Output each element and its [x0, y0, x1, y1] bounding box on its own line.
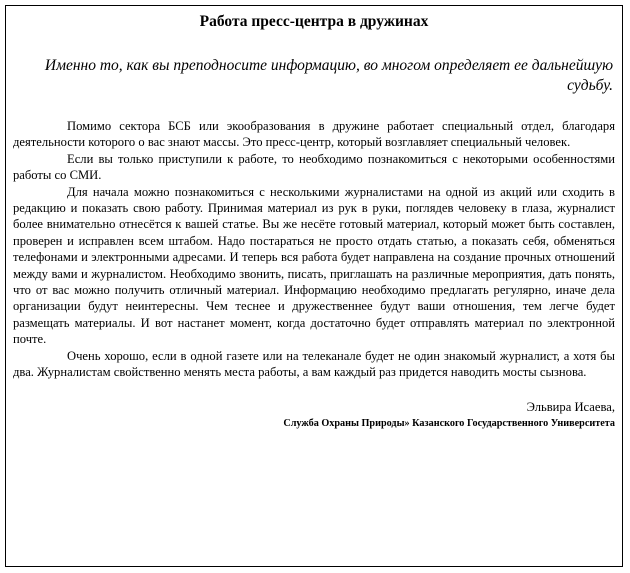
article-body: [13, 118, 615, 381]
author-organization: Служба Охраны Природы» Казанского Государственного Университета: [283, 417, 615, 429]
document-frame: [5, 5, 623, 567]
paragraph-3: Для начала можно познакомиться с несколькими журналистами на одной из акций или сходить в редакцию и показать свою работу. Принимая материал из рук в руки, поглядев человеку в глаза, журналист более внимательно отнесётся к вашей статье. Вы же несёте готовый материал, который может быть составлен, проверен и исправлен всем штабом. Надо постараться не просто отдать статью, а показать себя, обменяться телефонами и электронными адресами. И теперь вся работа будет направлена на создание прочных отношений между вами и журналистом. Необходимо звонить, писать, приглашать на различные мероприятия, дать понять, что от вас можно получить отличный материал. Информацию необходимо предлагать регулярно, иначе дела организации будут неинтересны. Чем теснее и дружественнее будут ваши отношения, тем легче будет размещать материалы. И вот настанет момент, когда достаточно будет отправлять материал по электронной почте.: [13, 184, 615, 347]
document-title: Работа пресс-центра в дружинах: [199, 13, 429, 30]
paragraph-2: Если вы только приступили к работе, то необходимо познакомиться с некоторыми особенностями работы со СМИ.: [13, 151, 615, 183]
epigraph: Именно то, как вы преподносите информацию, во многом определяет ее дальнейшую судьбу.: [44, 57, 613, 94]
paragraph-4: Очень хорошо, если в одной газете или на телеканале будет не один знакомый журналист, а хотя бы два. Журналистам свойственно менять места работы, а вам каждый раз придется наводить мосты сызнова.: [13, 348, 615, 380]
paragraph-1: Помимо сектора БСБ или экообразования в дружине работает специальный отдел, благодаря деятельности которого о вас знают массы. Это пресс-центр, который возглавляет специальный человек.: [13, 119, 615, 150]
author-name: Эльвира Исаева,: [526, 399, 615, 414]
signature: [13, 399, 615, 431]
